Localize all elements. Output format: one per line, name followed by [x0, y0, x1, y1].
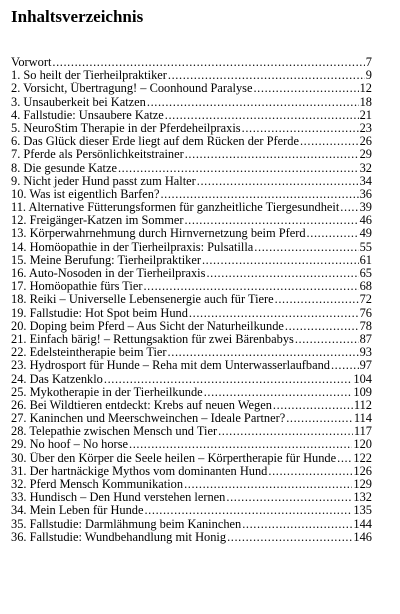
toc-entry-page-number: 135 — [353, 504, 372, 518]
dot-leader — [242, 518, 352, 531]
dot-leader — [143, 280, 358, 293]
toc-entry — [11, 122, 372, 135]
toc-entry-title: 33. Hundisch – Den Hund verstehen lernen — [11, 491, 226, 505]
toc-entry — [11, 320, 372, 333]
toc-entry-title: 32. Pferd Mensch Kommunikation — [11, 478, 184, 491]
dot-leader — [286, 412, 353, 425]
table-of-contents — [11, 56, 372, 544]
toc-entry-page-number: 12 — [359, 82, 372, 96]
toc-entry-title: 34. Mein Leben für Hunde — [11, 504, 144, 518]
toc-entry — [11, 531, 372, 544]
dot-leader — [253, 82, 358, 95]
toc-entry-page-number: 18 — [359, 95, 372, 109]
toc-entry-page-number: 68 — [359, 280, 372, 294]
toc-entry-page-number: 72 — [359, 293, 372, 307]
toc-entry-title: 23. Hydrosport für Hunde – Reha mit dem Unterwasserlaufband — [11, 359, 330, 373]
toc-entry — [11, 307, 372, 320]
toc-entry — [11, 280, 372, 293]
toc-entry-title: 25. Mykotherapie in der Tierheilkunde — [11, 385, 203, 399]
dot-leader — [184, 478, 352, 491]
toc-entry-title: 14. Homöopathie in der Tierheilpraxis: Pulsatilla — [11, 240, 254, 254]
dot-leader — [189, 307, 359, 320]
dot-leader — [104, 373, 353, 386]
page-title: Inhaltsverzeichnis — [11, 7, 144, 26]
dot-leader — [185, 148, 359, 161]
toc-entry-page-number: 7 — [365, 56, 372, 69]
toc-entry-title: 12. Freigänger-Katzen im Sommer — [11, 214, 184, 228]
toc-entry-title: 26. Bei Wildtieren entdeckt: Krebs auf neuen Wegen — [11, 398, 272, 412]
toc-entry-page-number: 39 — [359, 201, 372, 215]
toc-entry-page-number: 46 — [359, 214, 372, 228]
toc-entry-title: 2. Vorsicht, Übertragung! – Coonhound Paralyse — [11, 82, 253, 96]
toc-entry-page-number: 29 — [359, 148, 372, 162]
toc-entry — [11, 175, 372, 188]
toc-entry — [11, 293, 372, 306]
toc-entry-title: 4. Fallstudie: Unsaubere Katze — [11, 108, 164, 122]
toc-entry-page-number: 65 — [359, 267, 372, 280]
toc-entry-page-number: 120 — [353, 438, 372, 452]
toc-entry — [11, 425, 372, 438]
dot-leader — [307, 227, 359, 240]
dot-leader — [254, 241, 358, 254]
toc-entry-title: 35. Fallstudie: Darmlähmung beim Kaninchen — [11, 517, 242, 531]
dot-leader — [204, 386, 353, 399]
toc-entry — [11, 333, 372, 346]
dot-leader — [242, 122, 359, 135]
toc-entry — [11, 452, 372, 465]
dot-leader — [165, 109, 359, 122]
toc-entry — [11, 373, 372, 386]
dot-leader — [275, 293, 359, 306]
toc-entry-page-number: 49 — [359, 227, 372, 241]
toc-entry-page-number: 76 — [359, 306, 372, 320]
toc-entry-title: 30. Über den Körper die Seele heilen – Körpertherapie für Hunde — [11, 451, 337, 465]
toc-entry-title: 16. Auto-Nosoden in der Tierheilpraxis — [11, 267, 206, 280]
toc-entry-page-number: 122 — [353, 451, 372, 465]
toc-entry — [11, 241, 372, 254]
toc-entry — [11, 359, 372, 372]
toc-entry — [11, 188, 372, 201]
toc-entry — [11, 201, 372, 214]
toc-entry-page-number: 87 — [359, 332, 372, 346]
toc-entry-page-number: 93 — [359, 346, 372, 360]
dot-leader — [168, 346, 359, 359]
toc-entry-title: 11. Alternative Fütterungsformen für ganzheitliche Tiergesundheit — [11, 201, 340, 215]
dot-leader — [331, 359, 359, 372]
toc-entry — [11, 109, 372, 122]
dot-leader — [285, 320, 359, 333]
toc-entry-title: 7. Pferde als Persönlichkeitstrainer — [11, 148, 184, 162]
dot-leader — [160, 188, 358, 201]
toc-entry — [11, 412, 372, 425]
toc-entry-title: 17. Homöopathie fürs Tier — [11, 280, 143, 294]
toc-entry — [11, 386, 372, 399]
toc-entry — [11, 135, 372, 148]
toc-entry-title: 15. Meine Berufung: Tierheilpraktiker — [11, 253, 201, 267]
toc-entry-page-number: 36 — [359, 187, 372, 201]
toc-entry — [11, 478, 372, 491]
toc-entry-title: 20. Doping beim Pferd – Aus Sicht der Naturheilkunde — [11, 319, 284, 333]
toc-entry — [11, 69, 372, 82]
toc-entry-page-number: 61 — [359, 253, 372, 267]
dot-leader — [129, 438, 352, 451]
toc-entry-page-number: 26 — [359, 135, 372, 149]
toc-entry-page-number: 32 — [359, 161, 372, 175]
toc-entry-title: 31. Der hartnäckige Mythos vom dominanten Hund — [11, 464, 268, 478]
dot-leader — [295, 333, 359, 346]
toc-entry — [11, 148, 372, 161]
toc-entry-page-number: 114 — [353, 412, 372, 426]
toc-entry-title: 19. Fallstudie: Hot Spot beim Hund — [11, 306, 188, 320]
dot-leader — [227, 531, 352, 544]
toc-entry-title: 21. Einfach bärig! – Rettungsaktion für zwei Bärenbabys — [11, 332, 294, 346]
toc-entry-page-number: 104 — [353, 372, 372, 386]
toc-entry-title: 27. Kaninchen und Meerschweinchen – Ideale Partner? — [11, 412, 286, 426]
toc-entry-title: 3. Unsauberkeit bei Katzen — [11, 95, 146, 109]
toc-entry-title: 8. Die gesunde Katze — [11, 161, 117, 175]
toc-entry-title: 18. Reiki – Universelle Lebensenergie auch für Tiere — [11, 293, 274, 307]
dot-leader — [340, 201, 358, 214]
toc-entry-title: 1. So heilt der Tierheilpraktiker — [11, 69, 167, 83]
toc-entry-page-number: 146 — [353, 530, 372, 544]
toc-entry — [11, 504, 372, 517]
toc-entry-page-number: 97 — [359, 359, 372, 373]
toc-entry-page-number: 34 — [359, 174, 372, 188]
dot-leader — [226, 491, 352, 504]
toc-entry — [11, 399, 372, 412]
toc-entry-page-number: 55 — [359, 240, 372, 254]
dot-leader — [218, 425, 353, 438]
toc-entry-page-number: 132 — [353, 491, 372, 505]
dot-leader — [144, 504, 352, 517]
toc-entry-page-number: 109 — [353, 385, 372, 399]
toc-entry-title: 9. Nicht jeder Hund passt zum Halter — [11, 174, 196, 188]
toc-entry — [11, 214, 372, 227]
toc-entry — [11, 56, 372, 69]
dot-leader — [300, 135, 359, 148]
dot-leader — [206, 267, 358, 280]
toc-entry-page-number: 144 — [353, 517, 372, 531]
dot-leader — [337, 452, 352, 465]
toc-entry-page-number: 23 — [359, 121, 372, 135]
toc-entry — [11, 254, 372, 267]
toc-entry — [11, 465, 372, 478]
toc-entry-title: 36. Fallstudie: Wundbehandlung mit Honig — [11, 530, 227, 544]
toc-entry — [11, 82, 372, 95]
toc-entry-title: Vorwort — [11, 56, 52, 69]
toc-entry-title: 24. Das Katzenklo — [11, 372, 103, 386]
toc-entry-title: 6. Das Glück dieser Erde liegt auf dem Rücken der Pferde — [11, 135, 299, 149]
dot-leader — [268, 465, 352, 478]
dot-leader — [197, 175, 359, 188]
toc-entry — [11, 518, 372, 531]
toc-entry-page-number: 21 — [359, 108, 372, 122]
toc-entry-page-number: 78 — [359, 319, 372, 333]
toc-entry — [11, 346, 372, 359]
toc-entry-page-number: 126 — [353, 464, 372, 478]
toc-entry-title: 28. Telepathie zwischen Mensch und Tier — [11, 425, 218, 439]
toc-entry-title: 22. Edelsteintherapie beim Tier — [11, 346, 167, 360]
toc-entry — [11, 491, 372, 504]
dot-leader — [52, 56, 364, 69]
toc-entry — [11, 162, 372, 175]
dot-leader — [184, 214, 358, 227]
toc-entry-page-number: 112 — [353, 398, 372, 412]
toc-entry — [11, 438, 372, 451]
dot-leader — [147, 96, 359, 109]
toc-entry-title: 29. No hoof – No horse — [11, 438, 129, 452]
dot-leader — [168, 69, 365, 82]
toc-entry-title: 10. Was ist eigentlich Barfen? — [11, 187, 160, 201]
dot-leader — [118, 162, 359, 175]
toc-entry — [11, 96, 372, 109]
dot-leader — [273, 399, 353, 412]
toc-entry-title: 5. NeuroStim Therapie in der Pferdeheilpraxis — [11, 121, 241, 135]
dot-leader — [202, 254, 359, 267]
toc-entry — [11, 227, 372, 240]
toc-entry-title: 13. Körperwahrnehmung durch Hirnvernetzung beim Pferd — [11, 227, 306, 241]
toc-entry — [11, 267, 372, 280]
toc-entry-page-number: 9 — [365, 69, 372, 83]
toc-entry-page-number: 117 — [353, 425, 372, 439]
toc-entry-page-number: 129 — [353, 478, 372, 491]
